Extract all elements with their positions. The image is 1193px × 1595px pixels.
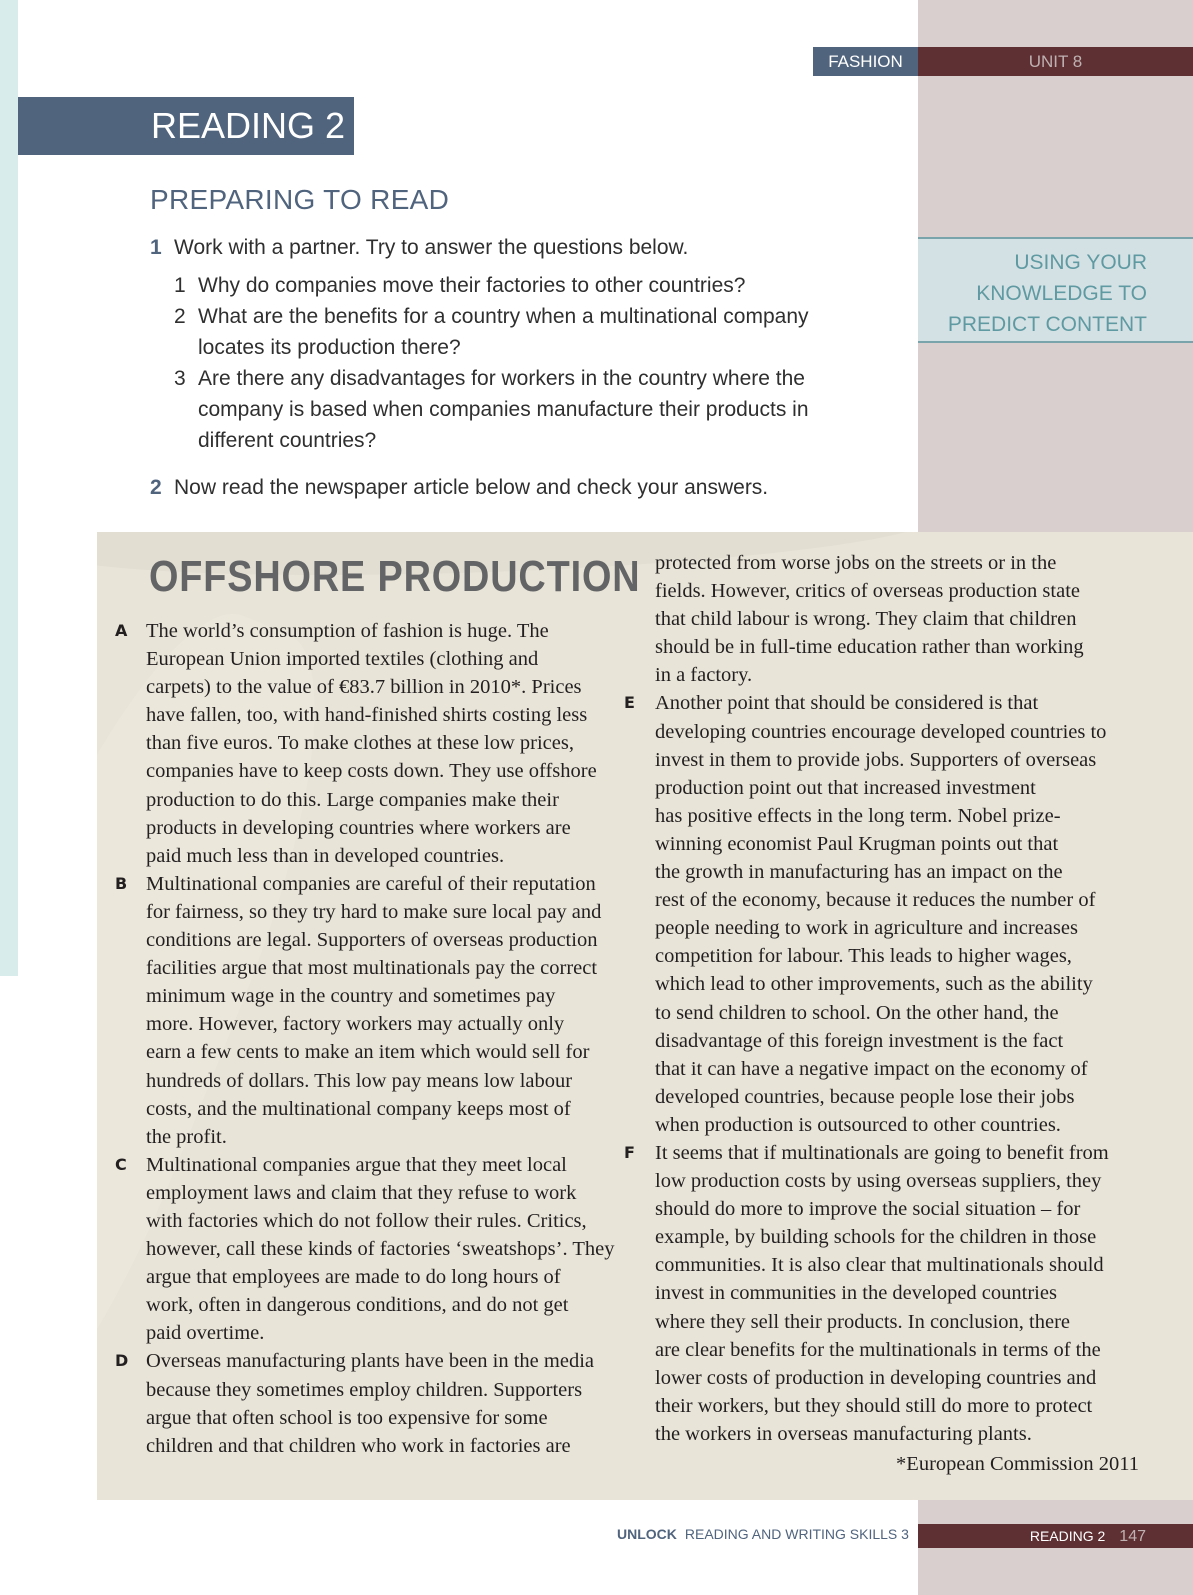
paragraph-line: more. However, factory workers may actually only — [146, 1013, 565, 1036]
paragraph-line: to send children to school. On the other hand, the — [655, 1001, 1059, 1024]
paragraph-line: with factories which do not follow their rules. Critics, — [146, 1209, 587, 1232]
paragraph-letter: D — [115, 1351, 129, 1371]
paragraph-line: developing countries encourage developed countries to — [655, 720, 1107, 743]
paragraph-line: has positive effects in the long term. Nobel prize- — [655, 804, 1061, 827]
paragraph-line: argue that employees are made to do long hours of — [146, 1266, 561, 1289]
paragraph-line: facilities argue that most multinationals pay the correct — [146, 957, 598, 980]
article-right-column — [624, 549, 1179, 1478]
paragraph-letter: E — [624, 693, 635, 713]
paragraph-line: work, often in dangerous conditions, and do not get — [146, 1294, 569, 1317]
paragraph-line: children and that children who work in factories are — [146, 1434, 571, 1457]
paragraph-line: low production costs by using overseas suppliers, they — [655, 1170, 1102, 1193]
article-paragraph — [624, 1139, 1179, 1448]
paragraph-line: invest in communities in the developed countries — [655, 1282, 1057, 1305]
question-item — [150, 301, 870, 363]
question-line: Are there any disadvantages for workers in the country where the — [198, 367, 805, 390]
paragraph-line: earn a few cents to make an item which would sell for — [146, 1041, 590, 1064]
paragraph-line: when production is outsourced to other countries. — [655, 1113, 1061, 1136]
paragraph-line: competition for labour. This leads to higher wages, — [655, 945, 1072, 968]
paragraph-line: Multinational companies argue that they meet local — [146, 1153, 567, 1176]
paragraph-line: production point out that increased investment — [655, 776, 1036, 799]
task-item — [150, 232, 870, 263]
paragraph-line: people needing to work in agriculture and increases — [655, 917, 1078, 940]
paragraph-line: companies have to keep costs down. They use offshore — [146, 760, 597, 783]
paragraph-line: products in developing countries where workers are — [146, 816, 571, 839]
article-paragraph — [624, 689, 1179, 1139]
question-line: What are the benefits for a country when a multinational company — [198, 305, 809, 328]
paragraph-line: for fairness, so they try hard to make sure local pay and — [146, 900, 602, 923]
paragraph-letter: F — [624, 1142, 635, 1162]
paragraph-line: have fallen, too, with hand-finished shirts costing less — [146, 704, 588, 727]
page-number: 147 — [1119, 1528, 1146, 1545]
article-panel — [97, 532, 1193, 1500]
paragraph-line: paid much less than in developed countries. — [146, 844, 505, 867]
task-item — [150, 472, 870, 503]
paragraph-line: should be in full-time education rather than working — [655, 636, 1084, 659]
footer-bar — [918, 1524, 1193, 1548]
paragraph-line: the growth in manufacturing has an impact on the — [655, 861, 1063, 884]
paragraph-line: European Union imported textiles (clothing and — [146, 648, 539, 671]
paragraph-line: rest of the economy, because it reduces the number of — [655, 889, 1096, 912]
paragraph-line: lower costs of production in developing countries and — [655, 1366, 1097, 1389]
skill-line: KNOWLEDGE TO — [976, 282, 1147, 305]
paragraph-line: in a factory. — [655, 664, 753, 687]
paragraph-line: where they sell their products. In conclusion, there — [655, 1310, 1070, 1333]
unit-tab: UNIT 8 — [918, 47, 1193, 76]
question-line: Why do companies move their factories to other countries? — [198, 274, 746, 297]
paragraph-line: costs, and the multinational company keeps most of — [146, 1097, 571, 1120]
paragraph-line: paid overtime. — [146, 1322, 265, 1345]
paragraph-line: hundreds of dollars. This low pay means low labour — [146, 1069, 573, 1092]
paragraph-line: communities. It is also clear that multinationals should — [655, 1254, 1104, 1277]
paragraph-line: protected from worse jobs on the streets or in the — [655, 552, 1057, 574]
task-text: Work with a partner. Try to answer the questions below. — [174, 236, 689, 259]
paragraph-line: developed countries, because people lose their jobs — [655, 1085, 1075, 1108]
question-line: company is based when companies manufacture their products in — [198, 398, 809, 421]
book-title: READING AND WRITING SKILLS 3 — [684, 1526, 909, 1542]
question-item — [150, 363, 870, 456]
paragraph-line: the workers in overseas manufacturing plants. — [655, 1422, 1032, 1445]
paragraph-line: production to do this. Large companies make their — [146, 788, 559, 811]
paragraph-line: carpets) to the value of €83.7 billion in 2010*. Prices — [146, 676, 582, 699]
paragraph-line: argue that often school is too expensive for some — [146, 1406, 548, 1429]
paragraph-line: example, by building schools for the children in those — [655, 1226, 1097, 1249]
footer-section: READING 2 — [1029, 1528, 1106, 1544]
question-number: 1 — [174, 274, 186, 297]
paragraph-line: fields. However, critics of overseas production state — [655, 580, 1080, 603]
question-line: locates its production there? — [198, 336, 461, 359]
skill-line: USING YOUR — [1014, 251, 1147, 274]
paragraph-letter: A — [115, 621, 128, 640]
paragraph-line: because they sometimes employ children. Supporters — [146, 1378, 583, 1401]
paragraph-letter: C — [115, 1154, 127, 1174]
article-title: OFFSHORE PRODUCTION — [149, 552, 641, 601]
reading-banner: READING 2 — [18, 97, 354, 155]
paragraph-line: the profit. — [146, 1125, 227, 1148]
paragraph-line: which lead to other improvements, such as the ability — [655, 973, 1093, 996]
skill-box — [918, 237, 1193, 343]
paragraph-line: Overseas manufacturing plants have been in the media — [146, 1350, 594, 1373]
paragraph-line: conditions are legal. Supporters of overseas production — [146, 929, 598, 952]
skill-line: PREDICT CONTENT — [947, 313, 1147, 336]
paragraph-line: Multinational companies are careful of their reputation — [146, 872, 596, 895]
article-paragraph — [115, 1151, 635, 1348]
paragraph-line: It seems that if multinationals are going to benefit from — [655, 1141, 1109, 1164]
section-heading: PREPARING TO READ — [150, 184, 450, 215]
task-number: 1 — [150, 236, 162, 259]
brand-logo: UNLOCK — [617, 1526, 677, 1542]
paragraph-line: winning economist Paul Krugman points out that — [655, 832, 1059, 855]
article-paragraph — [115, 617, 635, 870]
paragraph-line: Another point that should be considered is that — [655, 692, 1039, 715]
article-footnote: *European Commission 2011 — [896, 1453, 1139, 1475]
paragraph-line: disadvantage of this foreign investment is the fact — [655, 1029, 1064, 1052]
question-item — [150, 270, 870, 301]
paragraph-line: that child labour is wrong. They claim that children — [655, 608, 1077, 631]
question-number: 2 — [174, 305, 186, 328]
paragraph-line: that it can have a negative impact on the economy of — [655, 1057, 1088, 1080]
paragraph-line: than five euros. To make clothes at these low prices, — [146, 732, 574, 755]
paragraph-line: are clear benefits for the multinationals in terms of the — [655, 1338, 1101, 1361]
paragraph-line: The world’s consumption of fashion is huge. The — [146, 620, 549, 642]
paragraph-line: however, call these kinds of factories ‘sweatshops’. They — [146, 1238, 615, 1261]
article-paragraph — [115, 1347, 635, 1459]
task-number: 2 — [150, 476, 162, 499]
task-text: Now read the newspaper article below and check your answers. — [174, 476, 769, 499]
task-list — [150, 232, 870, 503]
paragraph-letter: B — [115, 873, 128, 893]
question-number: 3 — [174, 367, 186, 390]
paragraph-line: invest in them to provide jobs. Supporters of overseas — [655, 748, 1097, 771]
left-edge-strip — [0, 0, 18, 976]
footer-book-title — [617, 1526, 909, 1542]
paragraph-line: their workers, but they should still do more to protect — [655, 1394, 1093, 1417]
article-left-column — [115, 617, 635, 1460]
paragraph-line: should do more to improve the social situation – for — [655, 1198, 1081, 1221]
paragraph-line: minimum wage in the country and sometimes pay — [146, 985, 556, 1008]
paragraph-line: employment laws and claim that they refuse to work — [146, 1181, 577, 1204]
question-line: different countries? — [198, 429, 377, 452]
section-tab: FASHION — [813, 47, 918, 76]
article-paragraph — [115, 870, 635, 1151]
